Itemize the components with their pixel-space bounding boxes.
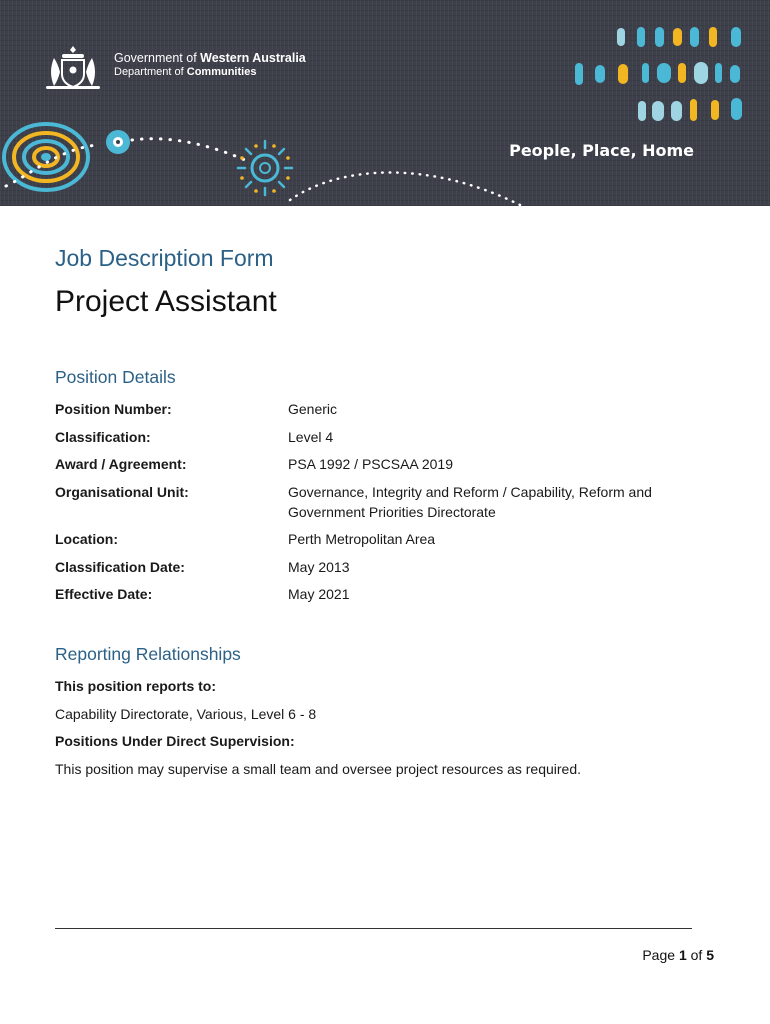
department-wordmark <box>114 51 306 79</box>
header-banner <box>0 0 770 206</box>
gov-state: Western Australia <box>200 51 306 65</box>
position-details-table <box>55 399 715 612</box>
total-pages: 5 <box>706 947 714 963</box>
dept-prefix: Department of <box>114 66 187 78</box>
reports-to-value: Capability Directorate, Various, Level 6 - 8 <box>55 705 317 722</box>
detail-value: May 2021 <box>288 586 350 602</box>
detail-value: PSA 1992 / PSCSAA 2019 <box>288 456 454 472</box>
detail-label: Award / Agreement: <box>55 456 187 472</box>
detail-row <box>55 399 715 419</box>
detail-row <box>55 427 715 447</box>
detail-value: Perth Metropolitan Area <box>288 531 436 547</box>
wa-coat-of-arms-icon <box>46 46 100 89</box>
government-line <box>114 51 306 65</box>
detail-row <box>55 557 715 577</box>
dept-name: Communities <box>186 66 257 78</box>
of-word: of <box>686 947 707 963</box>
reporting-relationships-heading: Reporting Relationships <box>55 644 241 664</box>
aboriginal-art-decoration <box>0 0 770 206</box>
footer-divider <box>55 928 692 929</box>
detail-label: Position Number: <box>55 401 172 417</box>
reports-to-label: This position reports to: <box>55 678 216 694</box>
detail-label: Effective Date: <box>55 586 153 602</box>
detail-row <box>55 482 715 522</box>
sun-motif <box>238 141 292 195</box>
detail-label: Location: <box>55 531 118 547</box>
detail-value: May 2013 <box>288 558 350 575</box>
detail-label: Classification Date: <box>55 558 185 575</box>
form-type-heading: Job Description Form <box>55 245 274 271</box>
dash-pattern-top-right <box>575 27 742 121</box>
current-page: 1 <box>678 947 687 963</box>
tagline: People, Place, Home <box>509 141 694 160</box>
department-line <box>114 65 306 79</box>
detail-row <box>55 454 715 474</box>
detail-value: Level 4 <box>288 428 334 445</box>
detail-value: Generic <box>288 401 338 417</box>
page-number <box>642 947 714 963</box>
supervision-value: This position may supervise a small team and oversee project resources as required. <box>55 760 582 777</box>
job-title: Project Assistant <box>55 285 277 318</box>
detail-label: Classification: <box>55 428 151 445</box>
detail-row <box>55 584 715 604</box>
reporting-relationships-section <box>55 676 715 786</box>
gov-prefix: Government of <box>114 51 201 65</box>
concentric-circle-motif <box>4 124 88 190</box>
detail-label: Organisational Unit: <box>55 483 189 500</box>
detail-row <box>55 529 715 549</box>
position-details-heading: Position Details <box>55 367 176 387</box>
supervision-label: Positions Under Direct Supervision: <box>55 733 295 749</box>
page-word: Page <box>642 947 679 963</box>
detail-value: Governance, Integrity and Reform / Capability, Reform and Government Priorities Directorate <box>288 483 652 520</box>
